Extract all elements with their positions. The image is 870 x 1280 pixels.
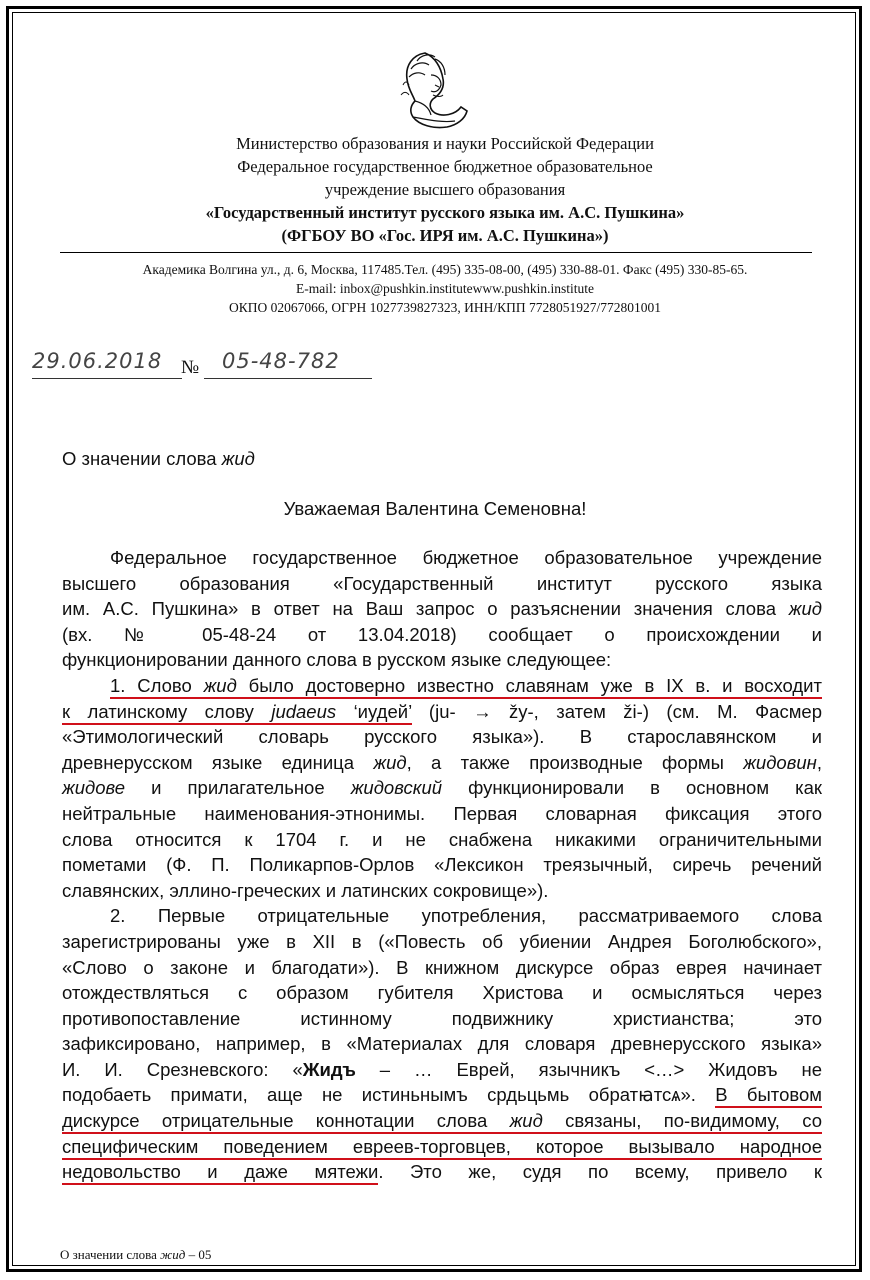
contact-block [60, 260, 830, 317]
p2-line: отождествляться с образом губителя Христова и осмысляться через [62, 982, 822, 1004]
highlight-underline: дискурсе отрицательные коннотации слова жид связаны, по-видимому, со [62, 1110, 822, 1134]
p2-line: зафиксировано, например, в «Материалах для словаря древнерусского языка» [62, 1033, 822, 1055]
number-underline [204, 378, 372, 379]
header-institution-name: «Государственный институт русского языка им. А.С. Пушкина» [205, 203, 685, 222]
highlight-underline: недовольство и даже мятежи [62, 1161, 378, 1185]
subject-word: жид [221, 448, 255, 469]
p2-line: 2. Первые отрицательные употребления, рассматриваемого слова [110, 905, 822, 927]
footer-word: жид [160, 1247, 186, 1262]
pushkin-portrait-emblem [395, 45, 477, 135]
header-institution-abbrev: (ФГБОУ ВО «Гос. ИРЯ им. А.С. Пушкина») [281, 226, 609, 245]
p2-line [62, 1134, 822, 1160]
p2-line: И. И. Срезневского: «Жидъ – … Еврей, язычникъ <…> Жидовъ не [62, 1058, 822, 1080]
p1-line: к латинскому слову judaeus ‘иудей’ (ju- → žy-, затем ži-) (см. М. Фасмер [62, 699, 822, 725]
institution-header [60, 132, 830, 247]
header-divider [60, 252, 812, 253]
highlight-underline: специфическим поведением евреев-торговцев, которое вызывало народное [62, 1136, 822, 1160]
p2-line: зарегистрированы уже в XII в («Повесть об убиении Андрея Боголюбского», [62, 930, 822, 952]
p2-line: «Слово о законе и благодати»). В книжном дискурсе образ еврея начинает [62, 956, 822, 978]
number-sign: № [181, 357, 200, 378]
p2-line: недовольство и даже мятежи. Это же, судя по всему, привело к [62, 1159, 822, 1185]
letter-body [62, 545, 822, 1185]
header-education-level: учреждение высшего образования [324, 180, 566, 199]
registration-date: 29.06.2018 [32, 349, 163, 373]
letter-subject [62, 448, 255, 470]
p1-line: жидове и прилагательное жидовский функционировали в основном как [62, 777, 822, 799]
salutation: Уважаемая Валентина Семеновна! [283, 498, 587, 519]
p2-line [62, 1108, 822, 1134]
intro-line: высшего образования «Государственный институт русского языка [62, 572, 822, 594]
p2-line: противопоставление истинному подвижнику христианства; это [62, 1007, 822, 1029]
date-underline [32, 378, 182, 379]
footer-suffix: – 05 [185, 1247, 212, 1262]
p1-line [62, 673, 822, 699]
intro-line: им. А.С. Пушкина» в ответ на Ваш запрос о разъяснении значения слова жид [62, 598, 822, 620]
highlight-underline: В бытовом [715, 1084, 822, 1108]
footer-prefix: О значении слова [60, 1247, 161, 1262]
highlight-underline: 1. Слово жид было достоверно известно славянам уже в IX в. и восходит [110, 675, 822, 699]
header-institution-type: Федеральное государственное бюджетное образовательное [237, 157, 653, 176]
intro-line: функционировании данного слова в русском языке следующее: [62, 649, 612, 671]
contact-email: E-mail: inbox@pushkin.institutewww.pushkin.institute [295, 281, 595, 296]
registration-number: 05-48-782 [222, 349, 340, 373]
page-footer [60, 1247, 211, 1263]
highlight-underline: к латинскому слову judaeus ‘иудей’ [62, 701, 412, 725]
contact-codes: ОКПО 02067066, ОГРН 1027739827323, ИНН/КПП 7728051927/772801001 [229, 300, 661, 315]
p1-line: славянских, эллино-греческих и латинских сокровище»). [62, 879, 549, 901]
p1-line: древнерусском языке единица жид, а также производные формы жидовин, [62, 751, 822, 773]
intro-line: Федеральное государственное бюджетное образовательное учреждение [110, 547, 822, 568]
subject-prefix: О значении слова [62, 448, 222, 469]
p1-line: «Этимологический словарь русского языка»). В старославянском и [62, 726, 822, 748]
contact-address: Академика Волгина ул., д. 6, Москва, 117485.Тел. (495) 335-08-00, (495) 330-88-01. Факс (495) 330-85-65. [142, 262, 748, 277]
intro-line: (вх. № 05-48-24 от 13.04.2018) сообщает о происхождении и [62, 623, 822, 645]
p1-line: пометами (Ф. П. Поликарпов-Орлов «Лексикон треязычный, сиречь речений [62, 854, 822, 876]
p2-line: подобаеть примати, аще не истиньнымъ срдьцьмь обратꙗтсѧ». В бытовом [62, 1082, 822, 1108]
p1-line: слова относится к 1704 г. и не снабжена никакими ограничительными [62, 828, 822, 850]
header-ministry: Министерство образования и науки Российской Федерации [236, 134, 654, 153]
p1-line: нейтральные наименования-этнонимы. Первая словарная фиксация этого [62, 802, 822, 824]
